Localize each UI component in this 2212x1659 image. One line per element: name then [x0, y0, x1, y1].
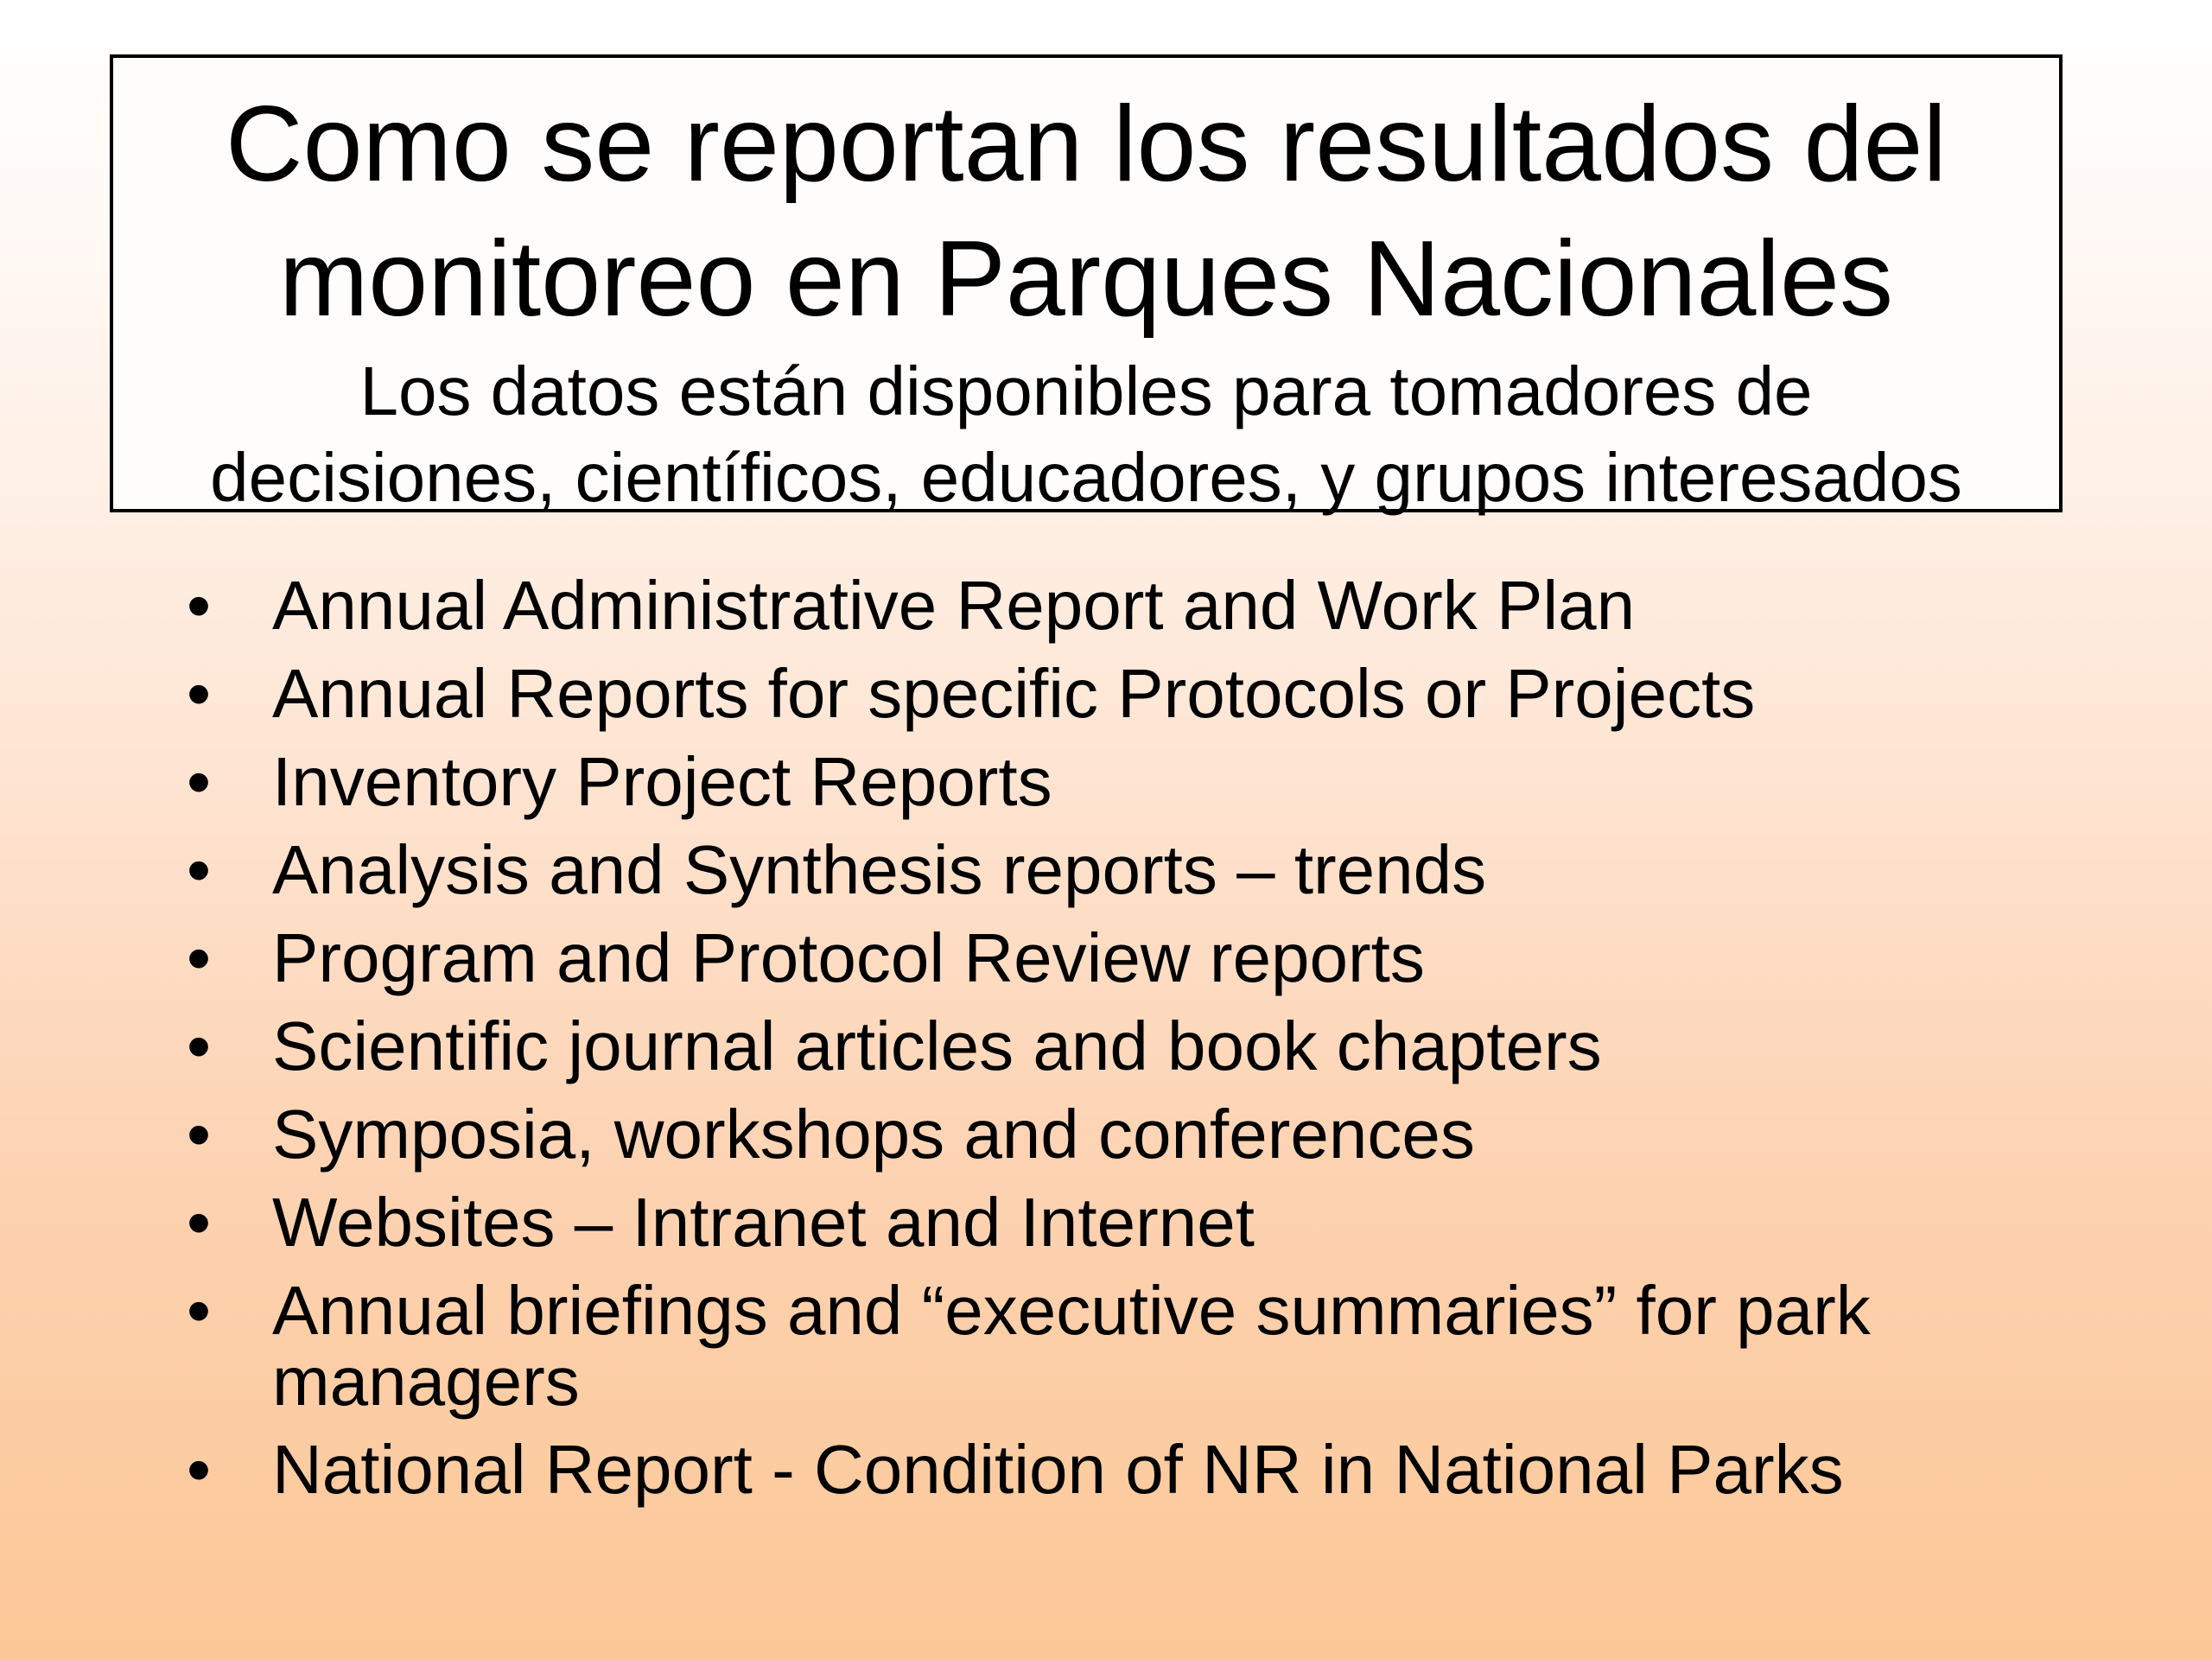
- bullet-text: Inventory Project Reports: [272, 743, 1052, 820]
- bullet-text: Scientific journal articles and book chapters: [272, 1007, 1602, 1084]
- bullet-text: Annual Administrative Report and Work Plan: [272, 567, 1636, 644]
- bullet-marker: •: [187, 1431, 212, 1508]
- bullet-marker: •: [187, 655, 212, 732]
- bullet-marker: •: [187, 743, 212, 820]
- slide-title-line-2: monitoreo en Parques Nacionales: [279, 219, 1893, 339]
- bullet-list: [181, 567, 2108, 1522]
- slide-title-line-1: Como se reportan los resultados del: [226, 85, 1947, 204]
- bullet-item: [181, 567, 2108, 644]
- slide-subtitle-line-1: Los datos están disponibles para tomadores de: [359, 353, 1813, 429]
- bullet-item: [181, 1272, 2108, 1420]
- bullet-text: Websites – Intranet and Internet: [272, 1184, 1255, 1261]
- bullet-marker: •: [187, 919, 212, 996]
- bullet-text: Annual briefings and “executive summaries” for park managers: [272, 1272, 1871, 1420]
- bullet-item: [181, 655, 2108, 732]
- title-box: [110, 54, 2063, 516]
- bullet-text: Annual Reports for specific Protocols or Projects: [272, 655, 1756, 732]
- bullet-item: [181, 1184, 2108, 1261]
- bullet-marker: •: [187, 831, 212, 908]
- bullet-text: National Report - Condition of NR in National Parks: [272, 1431, 1844, 1508]
- slide-subtitle: [113, 346, 2059, 521]
- bullet-item: [181, 919, 2108, 996]
- bullet-text: Symposia, workshops and conferences: [272, 1096, 1475, 1173]
- bullet-item: [181, 1096, 2108, 1173]
- bullet-text: Analysis and Synthesis reports – trends: [272, 831, 1487, 908]
- bullet-text: Program and Protocol Review reports: [272, 919, 1425, 996]
- slide-subtitle-line-2: decisiones, científicos, educadores, y grupos interesados: [210, 439, 1962, 516]
- bullet-marker: •: [187, 1184, 212, 1261]
- bullet-marker: •: [187, 1096, 212, 1173]
- bullet-item: [181, 831, 2108, 908]
- bullet-item: [181, 1431, 2108, 1508]
- bullet-marker: •: [187, 567, 212, 644]
- bullet-item: [181, 743, 2108, 820]
- bullet-marker: •: [187, 1007, 212, 1084]
- slide-title: [113, 58, 2059, 346]
- bullet-item: [181, 1007, 2108, 1084]
- bullet-marker: •: [187, 1272, 212, 1349]
